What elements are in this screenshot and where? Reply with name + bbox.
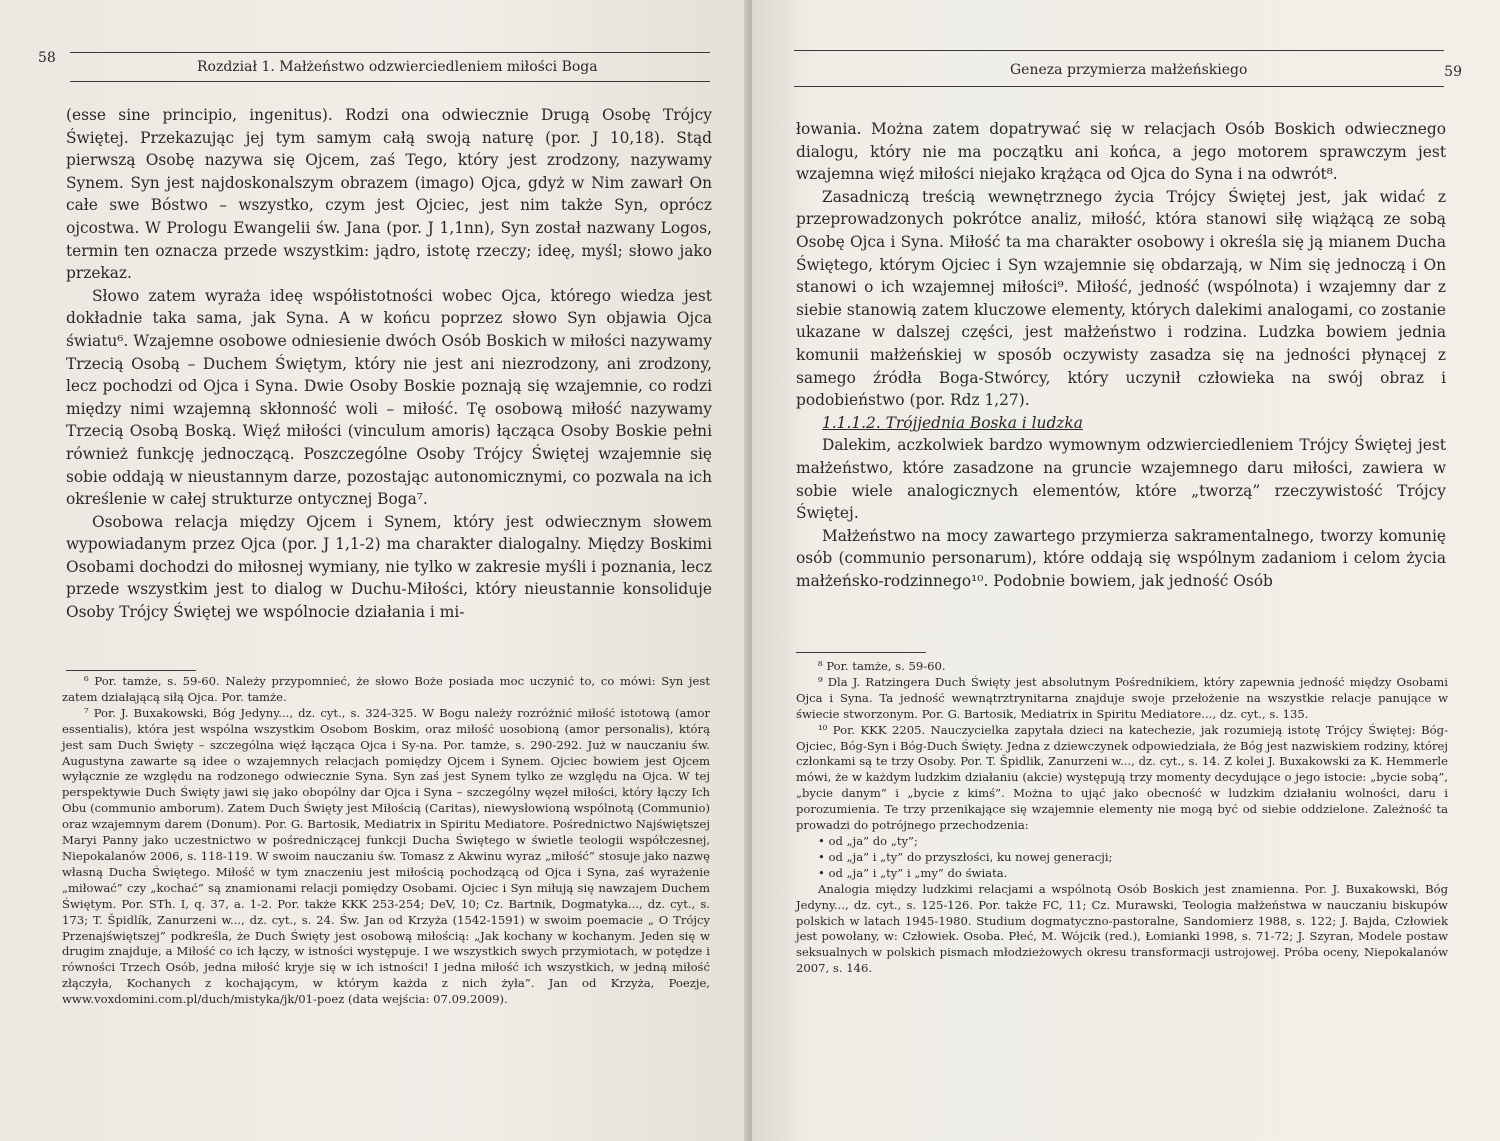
left-paragraph-3: Osobowa relacja między Ojcem i Synem, który jest odwiecznym słowem wypowiadanym przez Ojca (por. J 1,1-2) ma charakter dialogalny. Między Boskimi Osobami dochodzi do miłosnej wymiany, nie tylko w zakresie myśli i poznania, lecz przede wszystkim jest to dialog w Duchu-Miłości, który nieustannie konsoliduje Osoby Trójcy Świętej we wspólnocie działania i mi-: [66, 512, 712, 622]
right-footnotes: [796, 659, 1448, 977]
footnote-6: ⁶ Por. tamże, s. 59-60. Należy przypomnieć, że słowo Boże posiada moc uczynić to, co mówi: Syn jest zatem działającą siłą Ojca. Por. tamże.: [62, 674, 710, 704]
footnote-10-bullet-3: • od „ja” i „ty” i „my” do świata.: [818, 865, 1008, 880]
left-paragraph-2: Słowo zatem wyraża ideę współistotności wobec Ojca, którego wiedza jest dokładnie taka sama, jak Syna. A w końcu poprzez słowo Syn objawia Ojca światu⁶. Wzajemne osobowe odniesienie dwóch Osób Boskich w miłości nazywamy Trzecią Osobą – Duchem Świętym, który nie jest ani niezrodzony, ani zrodzony, lecz pochodzi od Ojca i Syna. Dwie Osoby Boskie poznają się wzajemnie, co rodzi między nimi wzajemną skłonność woli – miłość. Tę osobową miłość nazywamy Trzecią Osobą Boską. Więź miłości (vinculum amoris) łącząca Osoby Boskie pełni również funkcję jednoczącą. Poszczególne Osoby Trójcy Świętej wzajemnie się sobie oddają w nieustannym darze, pozostając autonomicznymi, co pozwala na ich określenie w całej strukturze ontycznej Boga⁷.: [66, 286, 712, 509]
footnote-10-continuation: Analogia między ludzkimi relacjami a wspólnotą Osób Boskich jest znamienna. Por. J. Buxakowski, Bóg Jedyny..., dz. cyt., s. 125-126. Por. także FC, 11; Cz. Murawski, Teologia małżeństwa w nauczaniu biskupów polskich w latach 1945-1980. Studium dogmatyczno-pastoralne, Sandomierz 1988, s. 122; J. Bajda, Człowiek jest powołany, w: Człowiek. Osoba. Płeć, M. Wójcik (red.), Łomianki 1998, s. 71-72; J. Szyran, Modele postaw seksualnych w polskich pismach młodzieżowych okresu transformacji ustrojowej. Próba oceny, Niepokalanów 2007, s. 146.: [796, 881, 1448, 976]
left-page: [0, 0, 748, 1141]
right-paragraph-2: Zasadniczą treścią wewnętrznego życia Trójcy Świętej jest, jak widać z przeprowadzonych pokrótce analiz, miłość, która stanowi siłę wiążącą ze sobą Osobę Ojca i Syna. Miłość ta ma charakter osobowy i określa się ją mianem Ducha Świętego, którym Ojciec i Syn wzajemnie się obdarzają, w Nim się jednoczą i On stanowi o ich wzajemnej miłości⁹. Miłość, jedność (wspólnota) i wzajemny dar z siebie stanowią zatem kluczowe elementy, których dalekimi analogami, co zostanie ukazane w dalszej części, jest małżeństwo i rodzina. Ludzka bowiem jednia komunii małżeńskiej w sposób oczywisty zasadza się na jedności płynącej z samego źródła Boga-Stwórcy, który uczynił człowieka na swój obraz i podobieństwo (por. Rdz 1,27).: [796, 187, 1446, 410]
footnote-10-bullet-1: • od „ja” do „ty”;: [818, 833, 918, 848]
right-header-rule-top: [794, 50, 1444, 51]
section-heading: 1.1.1.2. Trójjednia Boska i ludzka: [822, 413, 1083, 432]
right-paragraph-1: łowania. Można zatem dopatrywać się w relacjach Osób Boskich odwiecznego dialogu, który nie ma początku ani końca, a jego motorem sprawczym jest wzajemna więź miłości niejako krążąca od Ojca do Syna i na odwrót⁸.: [796, 120, 1446, 184]
footnote-9: ⁹ Dla J. Ratzingera Duch Święty jest absolutnym Pośrednikiem, który zapewnia jedność między Osobami Ojca i Syna. Ta jedność wewnątrztrynitarna znajduje swoje przełożenie na wszystkie relacje panujące w świecie stworzonym. Por. G. Bartosik, Mediatrix in Spiritu Mediatore..., dz. cyt., s. 135.: [796, 674, 1448, 721]
right-paragraph-4: Małżeństwo na mocy zawartego przymierza sakramentalnego, tworzy komunię osób (communio personarum), które oddają się wspólnym zadaniom i celom życia małżeńsko-rodzinnego¹⁰. Podobnie bowiem, jak jedność Osób: [796, 526, 1446, 590]
left-header-rule-bottom: [70, 81, 710, 82]
right-footnote-rule: [796, 652, 926, 653]
left-footnote-rule: [66, 670, 196, 671]
right-header-rule-bottom: [794, 86, 1444, 87]
right-page-number: 59: [1444, 64, 1462, 80]
right-paragraph-3: Dalekim, aczkolwiek bardzo wymownym odzwierciedleniem Trójcy Świętej jest małżeństwo, które zasadzone na gruncie wzajemnego daru miłości, zawiera w sobie wiele analogicznych elementów, które „tworzą” rzeczywistość Trójcy Świętej.: [796, 436, 1446, 523]
left-page-number: 58: [38, 50, 56, 66]
footnote-10: ¹⁰ Por. KKK 2205. Nauczycielka zapytała dzieci na katechezie, jak rozumieją istotę Trójcy Świętej: Bóg-Ojciec, Bóg-Syn i Bóg-Duch Święty. Jedna z dziewczynek odpowiedziała, że Bóg jest nazwiskiem rodziny, której członkami są te trzy Osoby. Por. T. Špidlik, Zanurzeni w..., dz. cyt., s. 14. Z kolei J. Buxakowski za K. Hemmerle mówi, że w każdym ludzkim działaniu (akcie) występują trzy momenty decydujące o jego istocie: „bycie sobą”, „bycie danym” i „bycie z kimś”. Można to ująć jako obecność w ludzkim działaniu wolności, daru i porozumienia. Te trzy przenikające się wzajemnie elementy nie mogą być od siebie oddzielone. Zależność ta prowadzi do potrójnego przechodzenia:: [796, 722, 1448, 833]
left-header-rule-top: [70, 52, 710, 53]
footnote-7: ⁷ Por. J. Buxakowski, Bóg Jedyny..., dz. cyt., s. 324-325. W Bogu należy rozróżnić miłość istotową (amor essentialis), która jest wspólna wszystkim Osobom Boskim, oraz miłość uosobioną (amor personalis), którą jest sam Duch Święty – szczególna więź łącząca Ojca i Sy-na. Por. tamże, s. 290-292. Już w nauczaniu św. Augustyna zawarte są idee o wzajemnych relacjach pomiędzy Ojcem i Synem. Ojciec bowiem jest Ojcem wyłącznie ze względu na rodzonego odwiecznie Syna. Syn zaś jest Synem tylko ze względu na Ojca. W tej perspektywie Duch Święty jawi się jako obopólny dar Ojca i Syna – szczególny węzeł miłości, który łączy Ich Obu (communio amborum). Zatem Duch Święty jest Miłością (Caritas), niewysłowioną wspólnotą (Communio) oraz wzajemnym darem (Donum). Por. G. Bartosik, Mediatrix in Spiritu Mediatore. Pośrednictwo Najświętszej Maryi Panny jako uczestnictwo w pośredniczącej funkcji Ducha Świętego w świetle teologii współczesnej, Niepokalanów 2006, s. 118-119. W swoim nauczaniu św. Tomasz z Akwinu wyraz „miłość” stosuje jako nazwę własną Ducha Świętego. Miłość w tym znaczeniu jest miłością pochodzącą od Ojca i Syna, zaś wyrażenie „miłować” czy „kochać” są znamionami relacji pomiędzy Osobami. Ojciec i Syn miłują się nawzajem Duchem Świętym. Por. STh. I, q. 37, a. 1-2. Por. także KKK 253-254; DeV, 10; Cz. Bartnik, Dogmatyka..., dz. cyt., s. 173; T. Špidlík, Zanurzeni w..., dz. cyt., s. 24. Św. Jan od Krzyża (1542-1591) w swoim poemacie „ O Trójcy Przenajświętszej” podkreśla, że Duch Święty jest osobową miłością: „Jak kochany w kochanym. Jeden się w drugim znajduje, a Miłość co ich łączy, w istności występuje. I we wszystkich swych przymiotach, w potędze i równości Trzech Osób, jedna miłość kryje się w ich istności! I jedna miłość ich wszystkich, w jedną miłość złączyła, Kochanych z kochającym, w którym każda z nich żyła”. Jan od Krzyża, Poezje, www.voxdomini.com.pl/duch/mistyka/jk/01-poez (data wejścia: 07.09.2009).: [62, 705, 710, 1007]
right-body-text: [796, 118, 1446, 592]
left-body-text: [66, 104, 712, 624]
left-running-header: Rozdział 1. Małżeństwo odzwierciedleniem miłości Boga: [197, 59, 598, 75]
left-footnotes: [62, 674, 710, 1008]
left-paragraph-1: (esse sine principio, ingenitus). Rodzi ona odwiecznie Drugą Osobę Trójcy Świętej. Przekazując jej tym samym całą swoją naturę (por. J 10,18). Stąd pierwszą Osobę nazywa się Ojcem, zaś Tego, który jest zrodzony, nazywamy Synem. Syn jest najdoskonalszym obrazem (imago) Ojca, gdyż w Nim zawarł On całe swe Bóstwo – wszystko, czym jest Ojciec, jest nim także Syn, oprócz ojcostwa. W Prologu Ewangelii św. Jana (por. J 1,1nn), Syn został nazwany Logos, termin ten oznacza przede wszystkim: jądro, istotę rzeczy; ideę, myśl; słowo jako przekaz.: [66, 106, 712, 283]
footnote-10-bullet-2: • od „ja” i „ty” do przyszłości, ku nowej generacji;: [818, 849, 1113, 864]
footnote-8: ⁸ Por. tamże, s. 59-60.: [818, 659, 946, 673]
right-page: [752, 0, 1500, 1141]
right-running-header: Geneza przymierza małżeńskiego: [1010, 62, 1248, 78]
